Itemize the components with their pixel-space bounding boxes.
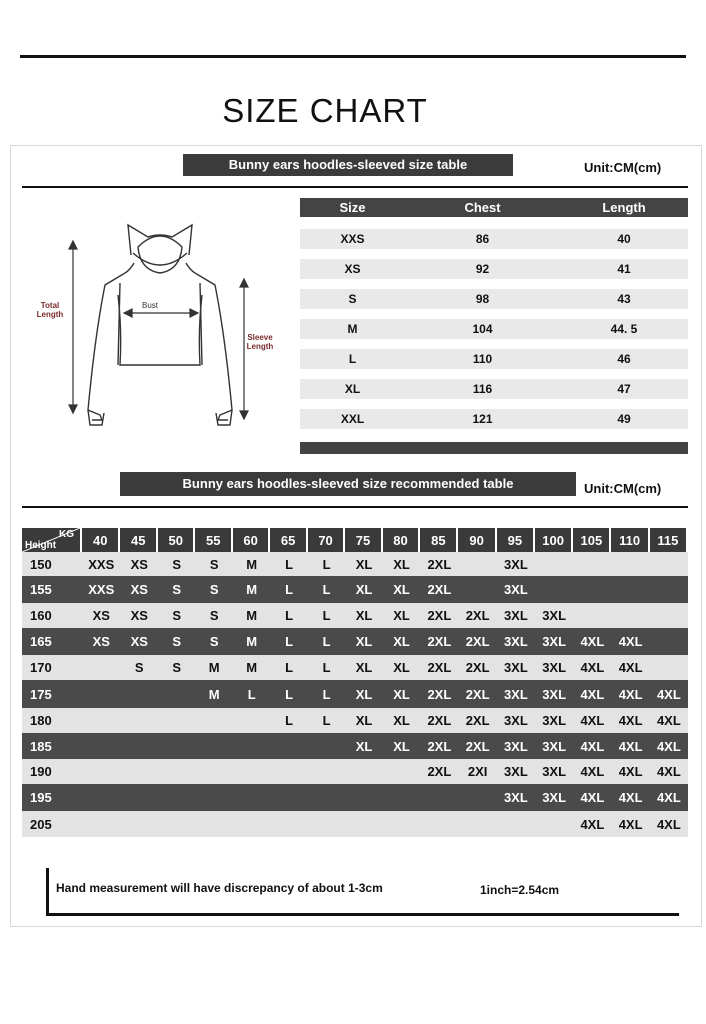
size-recommendation-cell: L [308,655,345,680]
weight-header-cell: 65 [270,528,307,552]
size-recommendation-cell [573,576,611,603]
size-recommendation-cell [650,655,688,680]
top-divider [20,55,686,58]
size-recommendation-cell: M [233,655,270,680]
size-recommendation-cell: 2XL [420,628,458,655]
size-recommendation-cell: M [233,603,270,628]
size-recommendation-cell [345,784,382,811]
size-recommendation-cell: 4XL [573,733,611,759]
size-cell: XS [344,262,361,276]
table-row [300,349,688,369]
size-recommendation-cell [158,759,195,784]
size-recommendation-cell [158,733,195,759]
hoodie-icon [30,215,290,445]
chest-cell: 121 [472,412,493,426]
weight-header-cell: 45 [120,528,158,552]
size-recommendation-cell [195,733,232,759]
size-recommendation-cell: L [233,680,270,708]
measurement-note: Hand measurement will have discrepancy of about 1-3cm [56,881,383,895]
size-recommendation-cell: S [158,655,195,680]
size-recommendation-cell: 2XL [458,733,496,759]
size-recommendation-cell: L [270,576,307,603]
size-recommendation-cell [270,784,307,811]
length-cell: 49 [617,412,631,426]
size-recommendation-cell: XL [383,733,420,759]
size-recommendation-cell: 3XL [497,759,535,784]
size-recommendation-cell: 3XL [535,733,573,759]
size-recommendation-cell [270,811,307,837]
size-recommendation-cell: XS [120,628,158,655]
corner-kg-label: KG [59,529,74,540]
table-row [300,229,688,249]
recommended-size-table [22,528,688,837]
corner-height-label: Height [25,540,57,551]
size-recommendation-cell [233,733,270,759]
size-recommendation-cell [383,759,420,784]
size-recommendation-cell: 3XL [497,655,535,680]
size-recommendation-cell: M [195,680,232,708]
size-recommendation-cell: 4XL [611,733,649,759]
size-recommendation-cell: XL [345,733,382,759]
size-recommendation-cell [383,811,420,837]
size-recommendation-cell [270,733,307,759]
height-cell: 170 [22,655,82,680]
size-recommendation-cell: XL [383,680,420,708]
size-recommendation-cell: 4XL [650,759,688,784]
size-recommendation-cell [458,552,496,576]
size-recommendation-cell: L [270,708,307,733]
size-recommendation-cell: 2XL [420,708,458,733]
size-recommendation-cell: 4XL [650,708,688,733]
size-recommendation-cell [308,784,345,811]
size-recommendation-cell: 2XL [420,603,458,628]
size-recommendation-cell [233,784,270,811]
size-recommendation-cell: M [233,552,270,576]
weight-header-cell: 80 [383,528,420,552]
size-recommendation-cell: 3XL [535,784,573,811]
size-recommendation-cell: XXS [82,576,120,603]
size-cell: L [348,352,357,366]
size-recommendation-cell: 4XL [573,680,611,708]
size-recommendation-cell: XL [383,628,420,655]
weight-header-cell: 90 [458,528,496,552]
size-recommendation-cell [650,628,688,655]
table-row [300,289,688,309]
table-row [22,784,688,811]
size-recommendation-cell: 2XL [458,708,496,733]
size-recommendation-cell: 4XL [611,655,649,680]
size-recommendation-cell [420,784,458,811]
table-row [22,759,688,784]
size-recommendation-cell [497,811,535,837]
size-recommendation-cell [120,708,158,733]
size-table-banner: Bunny ears hoodles-sleeved size table [183,154,513,176]
size-recommendation-cell [195,784,232,811]
weight-header-cell: 115 [650,528,688,552]
size-recommendation-cell [120,784,158,811]
size-recommendation-cell [611,552,649,576]
size-recommendation-cell: L [270,655,307,680]
size-recommendation-cell: XL [345,680,382,708]
size-recommendation-cell [650,552,688,576]
weight-header-cell: 95 [497,528,535,552]
length-cell: 44. 5 [610,322,638,336]
size-recommendation-cell: 4XL [611,680,649,708]
section-divider [22,506,688,508]
size-recommendation-cell [233,811,270,837]
size-recommendation-cell: 4XL [573,759,611,784]
size-recommendation-cell: XS [82,603,120,628]
size-recommendation-cell: XL [383,708,420,733]
height-cell: 195 [22,784,82,811]
size-recommendation-cell: XL [345,628,382,655]
length-cell: 40 [617,232,631,246]
size-recommendation-cell [573,552,611,576]
bust-label: Bust [142,301,159,310]
size-recommendation-cell [82,784,120,811]
size-recommendation-cell: XL [383,552,420,576]
size-recommendation-cell: 2XI [458,759,496,784]
size-recommendation-cell: XL [345,603,382,628]
corner-cell [22,528,82,552]
size-recommendation-cell: 2XL [420,655,458,680]
height-cell: 155 [22,576,82,603]
size-recommendation-cell [308,811,345,837]
size-recommendation-cell: 3XL [497,784,535,811]
size-recommendation-cell: S [158,628,195,655]
size-recommendation-cell [573,603,611,628]
inch-conversion-note: 1inch=2.54cm [480,883,560,897]
chest-cell: 86 [475,232,490,246]
size-recommendation-cell [233,708,270,733]
size-recommendation-cell: 3XL [497,628,535,655]
table-row [22,680,688,708]
size-recommendation-cell: S [195,552,232,576]
table-row [22,603,688,628]
height-cell: 205 [22,811,82,837]
size-recommendation-cell: 2XL [420,733,458,759]
size-recommendation-cell: L [308,708,345,733]
length-cell: 41 [617,262,631,276]
table-row [300,379,688,399]
size-recommendation-cell: 4XL [573,628,611,655]
hoodie-diagram [30,215,290,445]
size-recommendation-cell [308,759,345,784]
size-recommendation-cell: XL [383,576,420,603]
size-recommendation-cell: 4XL [650,733,688,759]
size-recommendation-cell: L [308,603,345,628]
size-recommendation-cell: 4XL [650,680,688,708]
table-row [22,655,688,680]
sleeve-length-label: Sleeve Length [246,333,274,351]
weight-header-cell: 40 [82,528,120,552]
weight-header-cell: 60 [233,528,270,552]
recommended-table-unit: Unit:CM(cm) [584,481,662,496]
size-recommendation-cell [120,811,158,837]
size-recommendation-cell [233,759,270,784]
size-recommendation-cell [195,708,232,733]
size-recommendation-cell: L [308,552,345,576]
size-recommendation-cell [82,759,120,784]
size-recommendation-cell: XXS [82,552,120,576]
height-cell: 160 [22,603,82,628]
size-recommendation-cell [270,759,307,784]
height-cell: 165 [22,628,82,655]
page-title: SIZE CHART [222,92,428,129]
size-recommendation-cell: 2XL [458,680,496,708]
size-recommendation-cell [308,733,345,759]
size-cell: S [348,292,357,306]
size-recommendation-cell [345,759,382,784]
size-recommendation-cell [82,708,120,733]
length-cell: 47 [617,382,631,396]
size-cell: XXL [340,412,365,426]
size-recommendation-cell [535,811,573,837]
table-row [300,409,688,429]
weight-header-cell: 85 [420,528,458,552]
size-recommendation-cell: S [195,628,232,655]
size-recommendation-cell: XL [345,576,382,603]
size-recommendation-cell [120,759,158,784]
size-recommendation-cell: XL [345,708,382,733]
table-row [22,552,688,576]
size-table-header [300,198,688,217]
header-chest: Chest [464,200,501,215]
size-recommendation-cell: XL [345,655,382,680]
table-row [22,811,688,837]
table-row [22,576,688,603]
size-recommendation-cell: 2XL [458,655,496,680]
size-recommendation-cell: 2XL [420,759,458,784]
size-recommendation-cell: 3XL [497,733,535,759]
chest-cell: 116 [472,382,493,396]
header-length: Length [602,200,646,215]
height-cell: 180 [22,708,82,733]
size-recommendation-cell: L [308,680,345,708]
size-recommendation-cell: 3XL [535,708,573,733]
size-cell: XXS [340,232,365,246]
size-recommendation-cell: M [233,628,270,655]
size-recommendation-cell: L [270,680,307,708]
size-recommendation-cell [82,680,120,708]
size-recommendation-cell: XL [345,552,382,576]
size-cell: XL [344,382,361,396]
size-recommendation-cell: S [120,655,158,680]
size-recommendation-cell: 3XL [497,552,535,576]
size-recommendation-cell: XL [383,655,420,680]
size-recommendation-cell: 3XL [497,603,535,628]
size-recommendation-cell: 4XL [650,784,688,811]
size-recommendation-cell: 4XL [611,811,649,837]
table-row [22,708,688,733]
recommended-table-banner: Bunny ears hoodles-sleeved size recommended table [120,472,576,496]
chest-cell: 104 [472,322,493,336]
size-recommendation-cell: 2XL [458,603,496,628]
table-row [300,259,688,279]
size-recommendation-cell: L [270,628,307,655]
table-row [300,319,688,339]
size-recommendation-cell [535,576,573,603]
size-recommendation-cell: 4XL [573,655,611,680]
size-recommendation-cell [611,603,649,628]
chest-cell: 110 [472,352,493,366]
size-recommendation-cell [195,811,232,837]
size-table-unit: Unit:CM(cm) [584,160,662,175]
size-recommendation-cell: 4XL [611,759,649,784]
height-cell: 190 [22,759,82,784]
chest-cell: 98 [475,292,490,306]
size-recommendation-cell [458,576,496,603]
size-recommendation-cell: XL [383,603,420,628]
size-recommendation-cell [158,680,195,708]
size-recommendation-cell: XS [120,576,158,603]
size-recommendation-cell [158,784,195,811]
chest-cell: 92 [475,262,490,276]
weight-header-cell: 50 [158,528,195,552]
size-recommendation-cell: 3XL [535,655,573,680]
size-recommendation-cell: L [270,603,307,628]
height-cell: 185 [22,733,82,759]
size-recommendation-cell [458,784,496,811]
table-row [22,733,688,759]
size-recommendation-cell [120,680,158,708]
size-recommendation-cell: 3XL [535,680,573,708]
size-recommendation-cell: XS [120,552,158,576]
size-recommendation-cell: 4XL [650,811,688,837]
size-recommendation-cell: 3XL [535,759,573,784]
weight-header-cell: 105 [573,528,611,552]
table-row [22,628,688,655]
weight-header-row [22,528,688,552]
size-recommendation-cell: L [308,628,345,655]
length-cell: 43 [617,292,631,306]
size-recommendation-cell: 2XL [420,552,458,576]
weight-header-cell: 70 [308,528,345,552]
size-recommendation-cell [82,655,120,680]
size-recommendation-cell [611,576,649,603]
size-recommendation-cell [420,811,458,837]
size-recommendation-cell: 4XL [611,628,649,655]
size-recommendation-cell: 3XL [535,628,573,655]
weight-header-cell: 110 [611,528,649,552]
size-recommendation-cell [650,576,688,603]
weight-header-cell: 55 [195,528,232,552]
size-recommendation-cell: S [195,576,232,603]
total-length-label: Total Length [36,301,64,319]
size-recommendation-cell [82,811,120,837]
weight-header-cell: 75 [345,528,382,552]
size-cell: M [347,322,358,336]
size-recommendation-cell: 4XL [573,708,611,733]
height-cell: 150 [22,552,82,576]
size-recommendation-cell: 3XL [535,603,573,628]
size-recommendation-cell [82,733,120,759]
size-recommendation-cell: XS [82,628,120,655]
weight-header-cell: 100 [535,528,573,552]
size-recommendation-cell: 4XL [573,784,611,811]
size-recommendation-cell [535,552,573,576]
section-divider [22,186,688,188]
size-recommendation-cell: 4XL [611,708,649,733]
size-recommendation-cell: 3XL [497,576,535,603]
size-recommendation-cell [458,811,496,837]
size-recommendation-cell: 2XL [458,628,496,655]
size-recommendation-cell: L [270,552,307,576]
size-recommendation-cell: S [158,603,195,628]
size-recommendation-cell: 3XL [497,680,535,708]
header-size: Size [339,200,366,215]
size-recommendation-cell: XS [120,603,158,628]
size-recommendation-cell: S [158,576,195,603]
size-recommendation-cell: 4XL [611,784,649,811]
length-cell: 46 [617,352,631,366]
size-recommendation-cell [158,708,195,733]
size-recommendation-cell: L [308,576,345,603]
size-recommendation-cell: 3XL [497,708,535,733]
size-table-footer-bar [300,442,688,454]
size-recommendation-cell [383,784,420,811]
size-recommendation-cell [120,733,158,759]
size-recommendation-cell: 4XL [573,811,611,837]
size-recommendation-cell [345,811,382,837]
size-recommendation-cell: 2XL [420,576,458,603]
size-recommendation-cell: S [195,603,232,628]
height-cell: 175 [22,680,82,708]
size-table [300,198,688,439]
size-recommendation-cell: 2XL [420,680,458,708]
size-recommendation-cell [195,759,232,784]
size-recommendation-cell: M [195,655,232,680]
size-recommendation-cell: M [233,576,270,603]
size-recommendation-cell [158,811,195,837]
size-recommendation-cell: S [158,552,195,576]
size-recommendation-cell [650,603,688,628]
